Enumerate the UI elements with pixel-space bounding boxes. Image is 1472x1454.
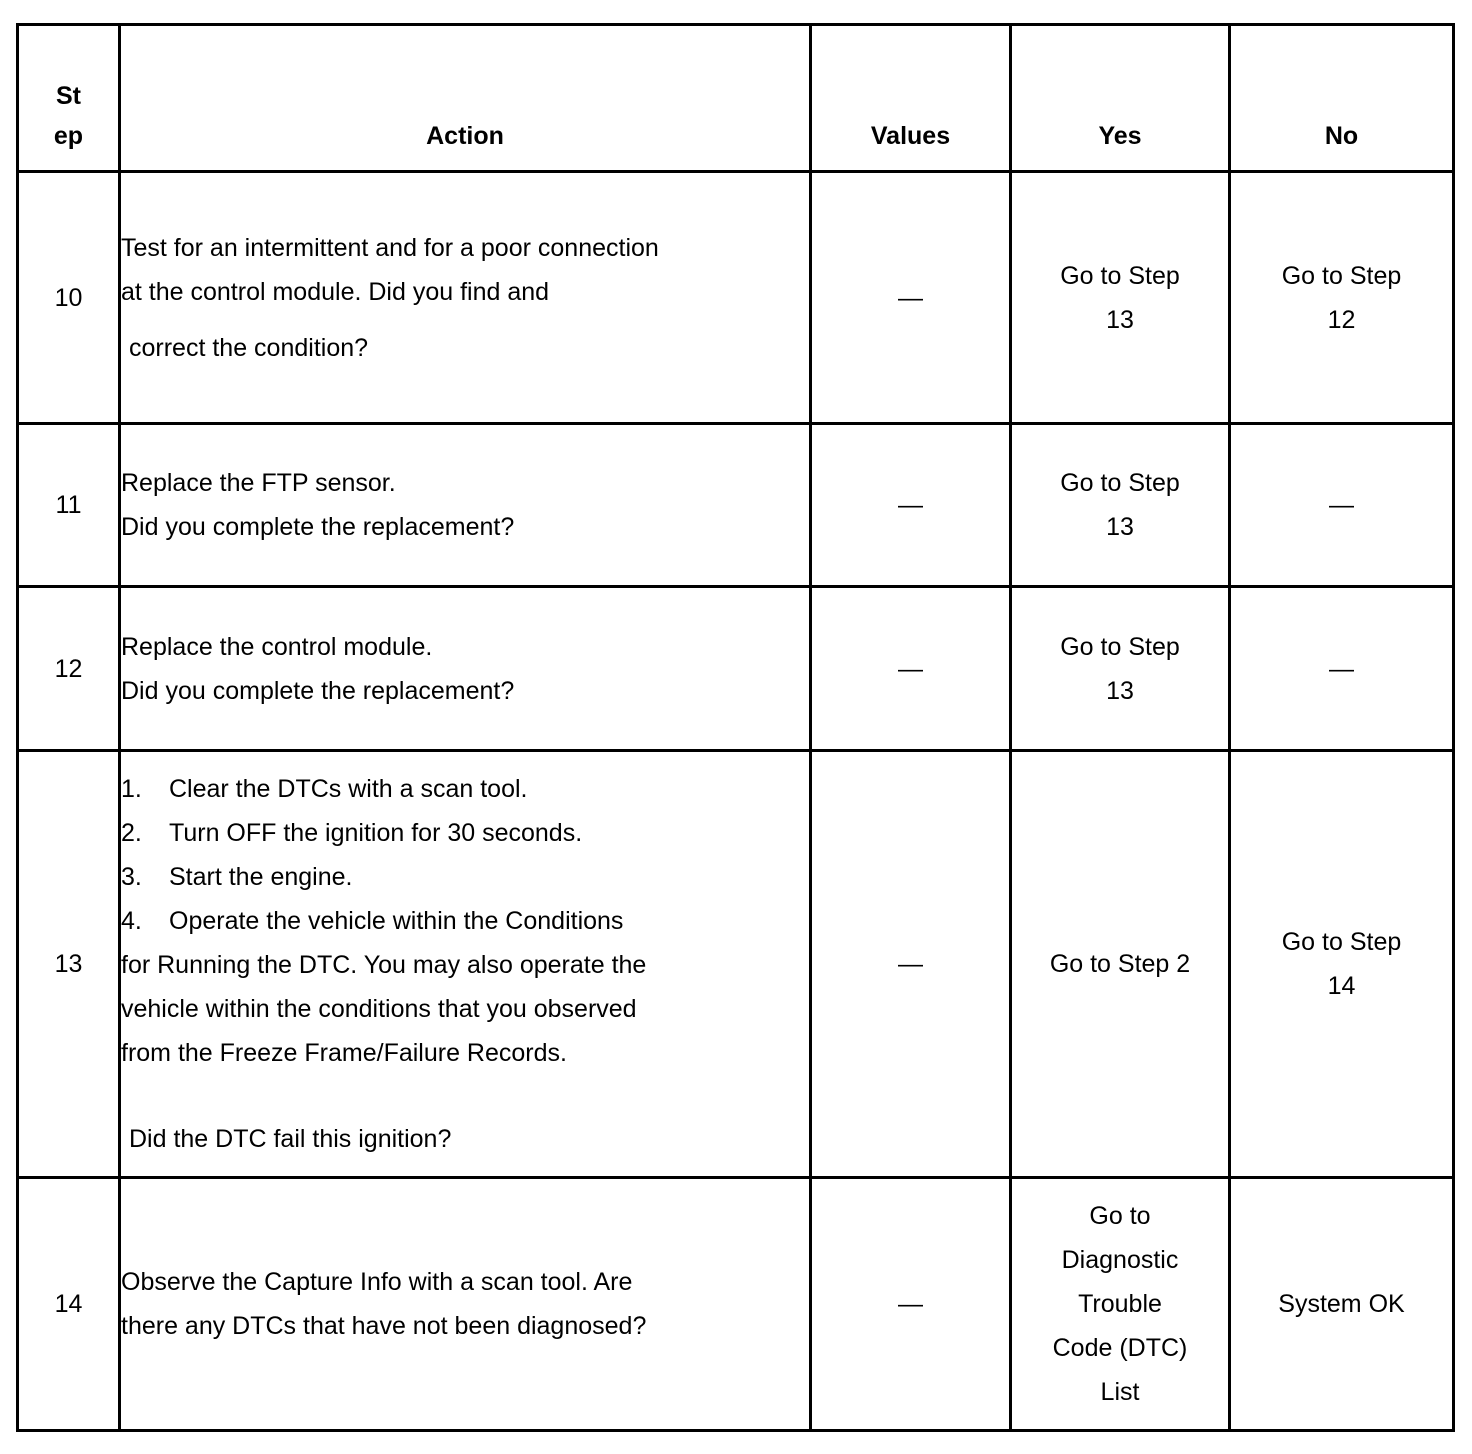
values-cell: — <box>811 424 1011 587</box>
yes-cell <box>1011 751 1230 1178</box>
action-cell <box>120 424 811 587</box>
step-number: 14 <box>18 1178 120 1431</box>
yes-line: Go to Step 2 <box>1049 950 1191 978</box>
action-steps-list <box>121 767 809 943</box>
list-item-text: Start the engine. <box>169 863 353 891</box>
action-cell <box>120 587 811 751</box>
list-item <box>121 811 809 855</box>
diagnostic-table <box>16 23 1455 1432</box>
action-line: for Running the DTC. You may also operate the <box>121 951 647 979</box>
list-item-text: Turn OFF the ignition for 30 seconds. <box>169 819 583 847</box>
yes-line: Diagnostic <box>1061 1246 1179 1274</box>
table-row-step-13 <box>18 751 1454 1178</box>
action-line: Test for an intermittent and for a poor connection <box>121 233 659 262</box>
action-line: Replace the FTP sensor. <box>121 469 396 497</box>
table-header-row <box>18 25 1454 172</box>
no-line: 12 <box>1327 305 1356 334</box>
header-values: Values <box>811 25 1011 172</box>
action-line: Did you complete the replacement? <box>121 513 515 541</box>
no-line: Go to Step <box>1281 261 1402 290</box>
yes-line: Go to <box>1089 1202 1151 1230</box>
table-row-step-14 <box>18 1178 1454 1431</box>
action-line: Did you complete the replacement? <box>121 676 515 705</box>
yes-line: Go to Step <box>1060 469 1180 497</box>
action-line: Replace the control module. <box>121 632 433 661</box>
list-item-text: Clear the DTCs with a scan tool. <box>169 775 528 803</box>
yes-line: Trouble <box>1078 1290 1162 1318</box>
step-number: 12 <box>18 587 120 751</box>
table-row-step-12 <box>18 587 1454 751</box>
action-cell <box>120 1178 811 1431</box>
action-line: Observe the Capture Info with a scan tool. Are <box>121 1268 633 1296</box>
yes-line: Go to Step <box>1060 261 1180 290</box>
table-row-step-11 <box>18 424 1454 587</box>
header-step <box>18 25 120 172</box>
list-item <box>121 855 809 899</box>
step-number: 10 <box>18 172 120 424</box>
list-item <box>121 899 809 943</box>
list-item-number: 4. <box>121 907 142 935</box>
yes-cell <box>1011 172 1230 424</box>
action-line: vehicle within the conditions that you observed <box>121 995 637 1023</box>
header-step-line1: St <box>56 82 81 110</box>
no-line: System OK <box>1278 1290 1405 1318</box>
action-line: correct the condition? <box>129 333 369 362</box>
yes-line: Code (DTC) <box>1052 1334 1188 1362</box>
header-no: No <box>1230 25 1454 172</box>
no-cell: — <box>1230 587 1454 751</box>
yes-line: 13 <box>1106 305 1134 334</box>
action-cell <box>120 751 811 1178</box>
no-cell: — <box>1230 424 1454 587</box>
yes-line: List <box>1100 1378 1140 1406</box>
header-yes: Yes <box>1011 25 1230 172</box>
no-cell <box>1230 172 1454 424</box>
action-line: there any DTCs that have not been diagnosed? <box>121 1312 647 1340</box>
values-cell: — <box>811 751 1011 1178</box>
no-line: 14 <box>1327 972 1356 1000</box>
yes-line: 13 <box>1106 676 1134 705</box>
list-item-number: 1. <box>121 775 142 803</box>
list-item-number: 2. <box>121 819 142 847</box>
header-action: Action <box>120 25 811 172</box>
yes-cell <box>1011 424 1230 587</box>
yes-line: 13 <box>1106 513 1134 541</box>
yes-line: Go to Step <box>1060 632 1180 661</box>
step-number: 11 <box>18 424 120 587</box>
action-line: from the Freeze Frame/Failure Records. <box>121 1039 567 1067</box>
no-cell <box>1230 1178 1454 1431</box>
no-cell <box>1230 751 1454 1178</box>
table-row-step-10 <box>18 172 1454 424</box>
action-line: Did the DTC fail this ignition? <box>129 1125 452 1153</box>
list-item <box>121 767 809 811</box>
no-line: Go to Step <box>1281 928 1402 956</box>
yes-cell <box>1011 1178 1230 1431</box>
values-cell: — <box>811 172 1011 424</box>
step-number: 13 <box>18 751 120 1178</box>
yes-cell <box>1011 587 1230 751</box>
list-item-text: Operate the vehicle within the Conditions <box>169 907 624 935</box>
action-line: at the control module. Did you find and <box>121 277 550 306</box>
header-step-line2: ep <box>53 122 84 150</box>
values-cell: — <box>811 587 1011 751</box>
list-item-number: 3. <box>121 863 142 891</box>
values-cell: — <box>811 1178 1011 1431</box>
action-cell <box>120 172 811 424</box>
